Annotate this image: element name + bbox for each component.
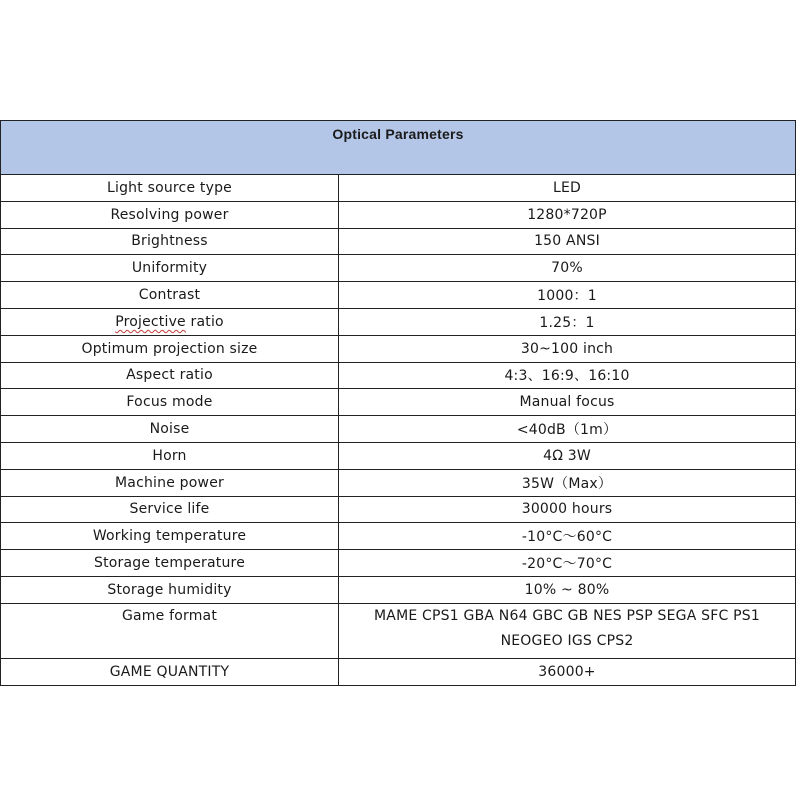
table-row <box>1 658 796 685</box>
param-label: Aspect ratio <box>1 362 339 389</box>
spellcheck-flagged-word: Projective <box>115 313 186 330</box>
table-row <box>1 201 796 228</box>
table-row <box>1 362 796 389</box>
param-label: Resolving power <box>1 201 339 228</box>
param-label: Machine power <box>1 469 339 496</box>
param-label: Brightness <box>1 228 339 255</box>
param-value: 4Ω 3W <box>339 442 796 469</box>
table-row <box>1 175 796 202</box>
param-label: Storage temperature <box>1 550 339 577</box>
param-label: Game format <box>1 603 339 658</box>
param-label: Contrast <box>1 282 339 309</box>
table-row <box>1 416 796 443</box>
param-label: Working temperature <box>1 523 339 550</box>
table-header-row <box>1 121 796 175</box>
param-value: 1.25：1 <box>339 308 796 335</box>
param-value: 1000：1 <box>339 282 796 309</box>
param-label: Horn <box>1 442 339 469</box>
param-value: -20°C～70°C <box>339 550 796 577</box>
param-value: 4:3、16:9、16:10 <box>339 362 796 389</box>
table-row <box>1 576 796 603</box>
param-label: Light source type <box>1 175 339 202</box>
table-title: Optical Parameters <box>1 121 796 175</box>
param-label: Uniformity <box>1 255 339 282</box>
param-value: Manual focus <box>339 389 796 416</box>
param-value: -10°C～60°C <box>339 523 796 550</box>
table-row <box>1 389 796 416</box>
table-row <box>1 308 796 335</box>
table-row <box>1 603 796 658</box>
table-row <box>1 523 796 550</box>
param-value: 1280*720P <box>339 201 796 228</box>
table-row <box>1 469 796 496</box>
param-label: Storage humidity <box>1 576 339 603</box>
param-label-rest: ratio <box>185 313 224 330</box>
param-label: Focus mode <box>1 389 339 416</box>
table-row <box>1 550 796 577</box>
param-value: <40dB（1m） <box>339 416 796 443</box>
table-row <box>1 282 796 309</box>
param-value: 30000 hours <box>339 496 796 523</box>
table-row <box>1 228 796 255</box>
param-label <box>1 308 339 335</box>
param-value: 10% ~ 80% <box>339 576 796 603</box>
table-row <box>1 496 796 523</box>
param-value: 70% <box>339 255 796 282</box>
param-value: LED <box>339 175 796 202</box>
param-label: Noise <box>1 416 339 443</box>
optical-parameters-table <box>0 120 796 686</box>
table-row <box>1 442 796 469</box>
param-value: 36000+ <box>339 658 796 685</box>
param-label: Optimum projection size <box>1 335 339 362</box>
table-row <box>1 335 796 362</box>
param-value: 150 ANSI <box>339 228 796 255</box>
param-label: Service life <box>1 496 339 523</box>
param-value: 30~100 inch <box>339 335 796 362</box>
param-value: MAME CPS1 GBA N64 GBC GB NES PSP SEGA SFC PS1 NEOGEO IGS CPS2 <box>339 603 796 658</box>
table-row <box>1 255 796 282</box>
param-label: GAME QUANTITY <box>1 658 339 685</box>
param-value: 35W（Max） <box>339 469 796 496</box>
